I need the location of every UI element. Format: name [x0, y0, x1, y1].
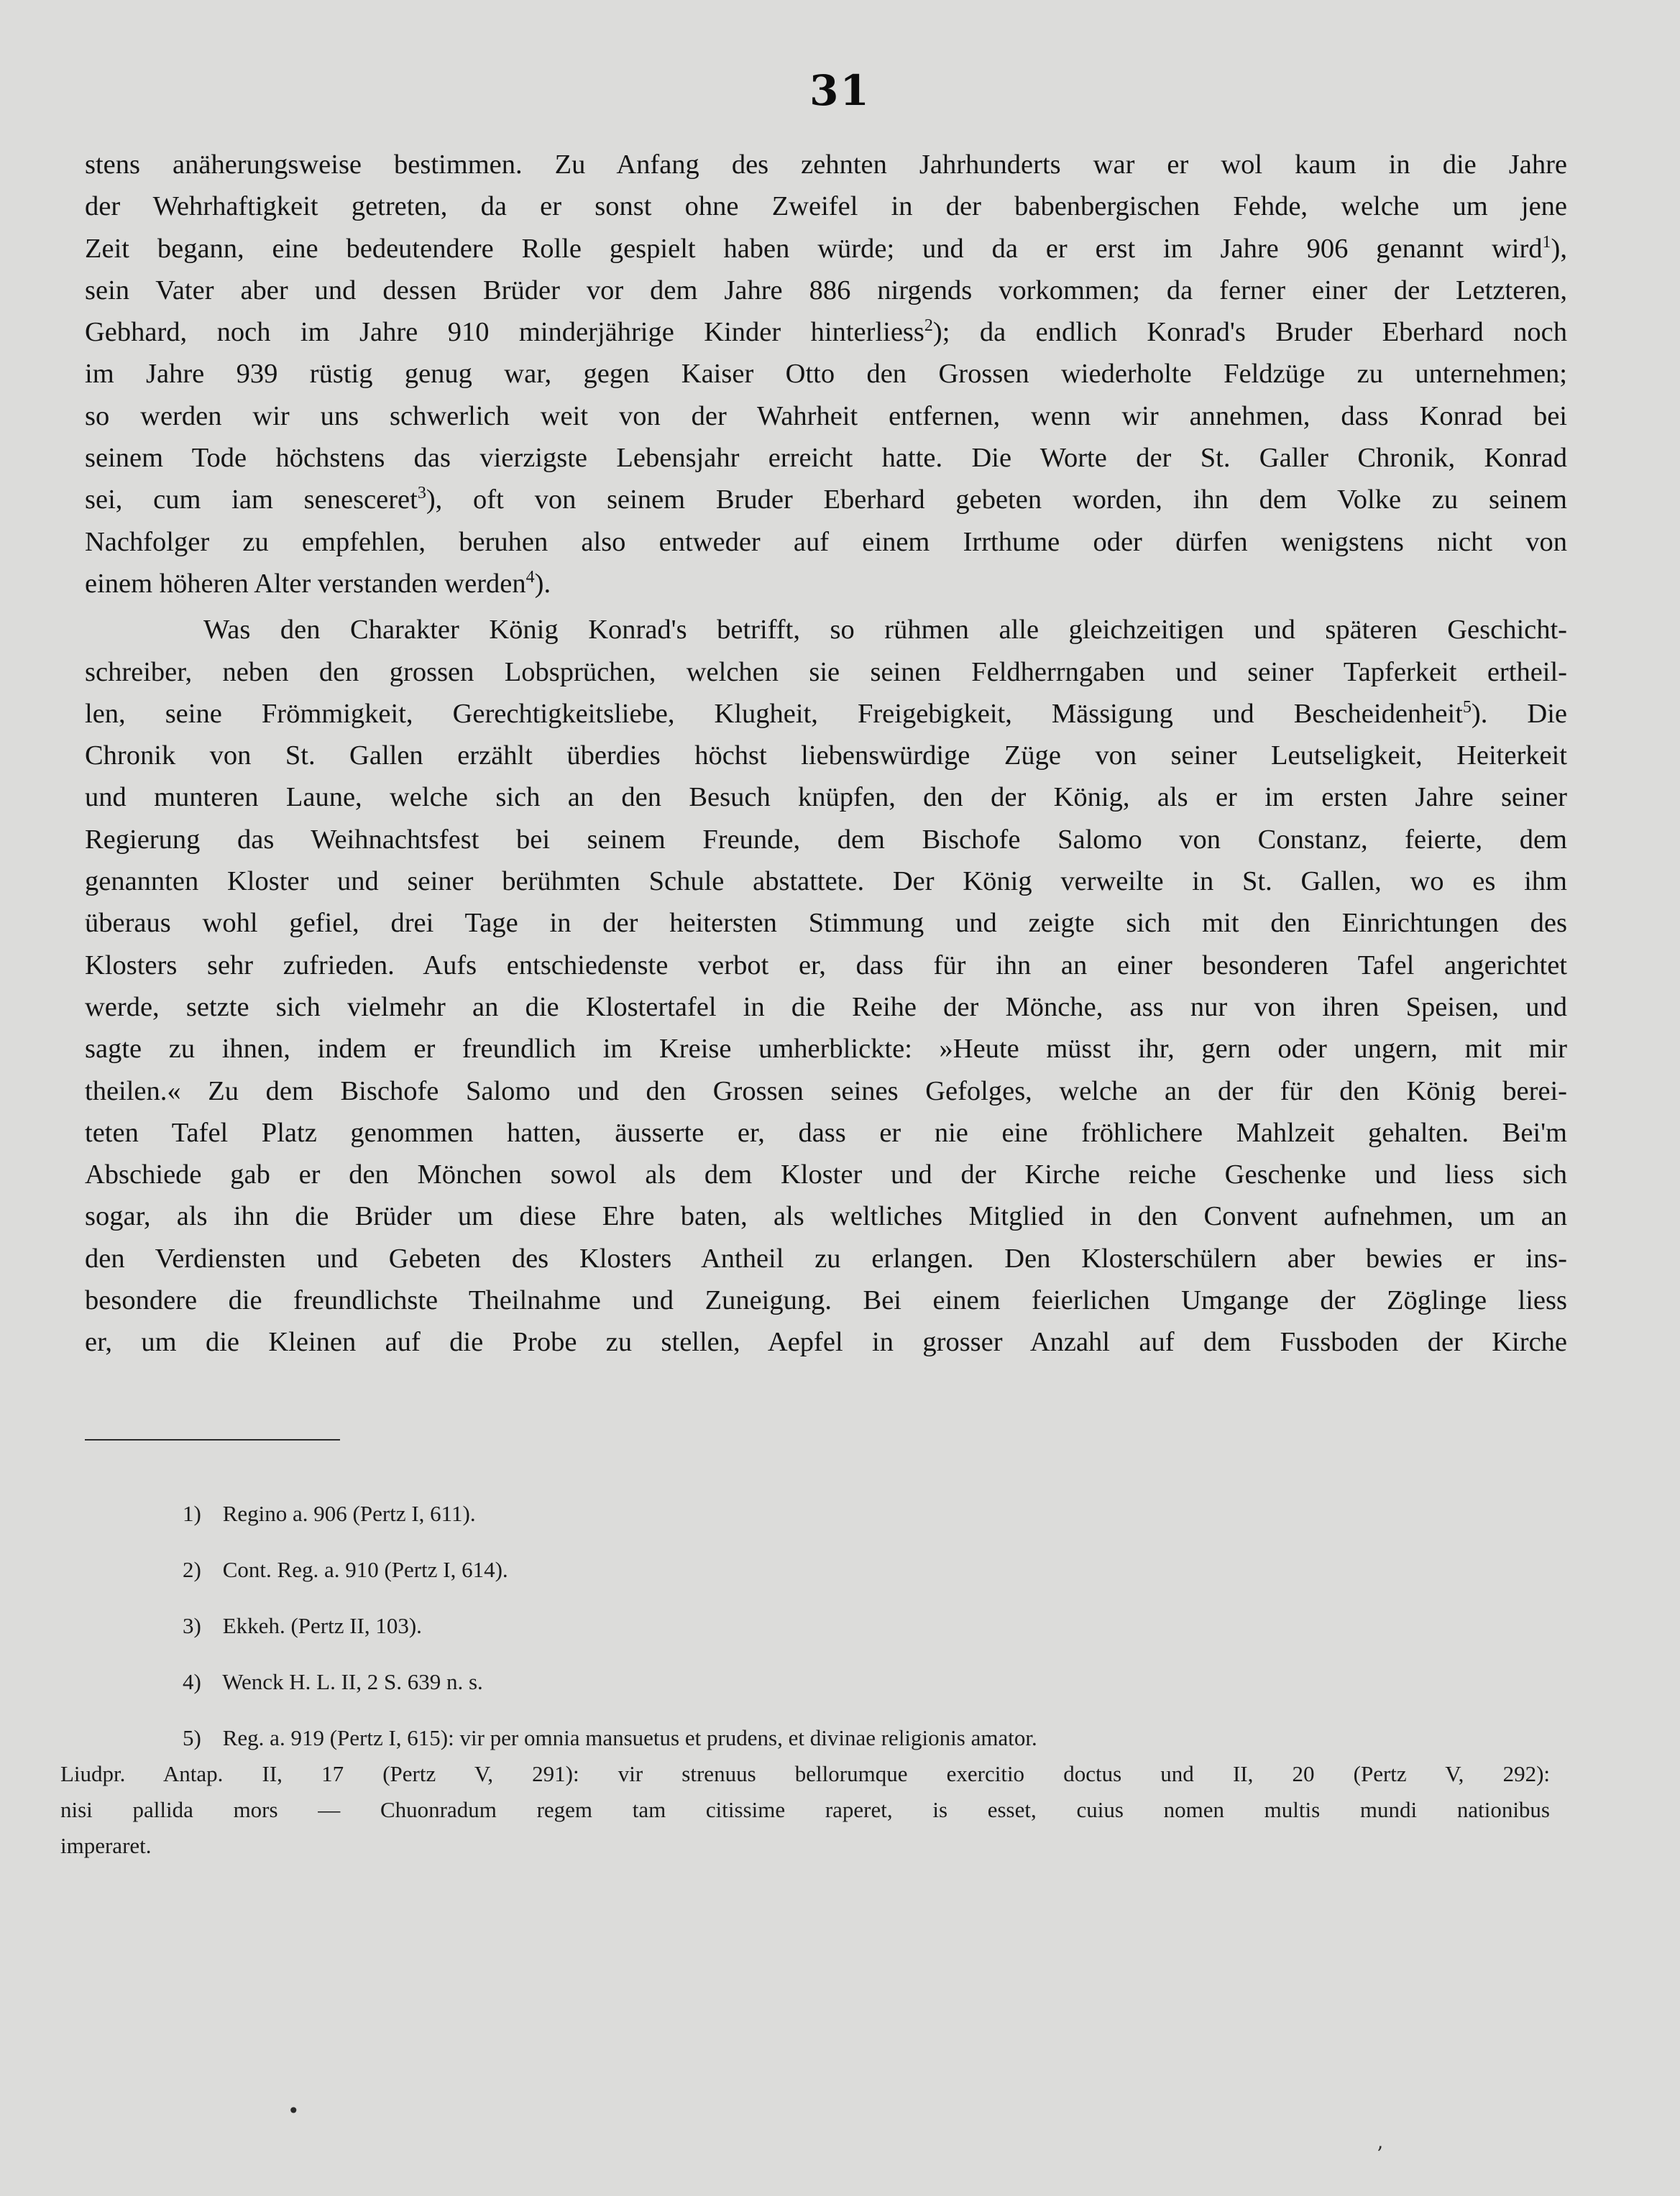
- text-segment: sei, cum iam senesceret: [85, 484, 418, 515]
- text-line: Klosters sehr zufrieden. Aufs entschiedenste verbot er, dass für ihn an einer besonderen Tafel angerichtet: [85, 950, 1567, 980]
- text-line: teten Tafel Platz genommen hatten, äusserte er, dass er nie eine fröhlichere Mahlzeit gehalten. Bei'm: [85, 1117, 1567, 1148]
- text-line: den Verdiensten und Gebeten des Klosters Antheil zu erlangen. Den Klosterschülern aber bewies er ins-: [85, 1243, 1567, 1274]
- footnote-number: 1): [183, 1501, 201, 1526]
- text-line: besondere die freundlichste Theilnahme und Zuneigung. Bei einem feierlichen Umgange der Zöglinge liess: [85, 1285, 1567, 1316]
- text-line: Chronik von St. Gallen erzählt überdies höchst liebenswürdige Züge von seiner Leutseligkeit, Heiterkeit: [85, 740, 1567, 771]
- text-line: genannten Kloster und seiner berühmten Schule abstattete. Der König verweilte in St. Gallen, wo es ihm: [85, 866, 1567, 897]
- text-segment: einem höheren Alter verstanden werden: [85, 568, 526, 599]
- text-line-with-ref: [85, 311, 1567, 353]
- text-line-with-ref: [85, 563, 1567, 605]
- text-line: seinem Tode höchstens das vierzigste Lebensjahr erreicht hatte. Die Worte der St. Galler Chronik, Konrad: [85, 443, 1567, 474]
- footnote-5: [183, 1725, 1037, 1751]
- footnote-text: Regino a. 906 (Pertz I, 611).: [222, 1501, 476, 1526]
- footnote-number: 5): [183, 1725, 201, 1750]
- text-line: werde, setzte sich vielmehr an die Klostertafel in die Reihe der Mönche, ass nur von ihren Speisen, und: [85, 991, 1567, 1022]
- text-line: Regierung das Weihnachtsfest bei seinem Freunde, dem Bischofe Salomo von Constanz, feierte, dem: [85, 824, 1567, 855]
- footnote-5-continuation: nisi pallida mors — Chuonradum regem tam citissime raperet, is esset, cuius nomen multis mundi nationibus: [60, 1797, 1550, 1822]
- text-segment: Gebhard, noch im Jahre 910 minderjährige Kinder hinterliess: [85, 317, 924, 348]
- text-line-with-ref: [85, 693, 1567, 735]
- footnote-number: 2): [183, 1557, 201, 1582]
- footnote-text: Cont. Reg. a. 910 (Pertz I, 614).: [222, 1557, 508, 1582]
- footnote-text: Reg. a. 919 (Pertz I, 615): vir per omnia mansuetus et prudens, et divinae religionis amator.: [222, 1725, 1037, 1750]
- page-number: 31: [809, 66, 871, 115]
- footnote-1: [183, 1501, 476, 1527]
- footnote-3: [183, 1613, 422, 1639]
- text-line: im Jahre 939 rüstig genug war, gegen Kaiser Otto den Grossen wiederholte Feldzüge zu unternehmen;: [85, 359, 1567, 390]
- text-segment: ).: [534, 568, 551, 599]
- text-line: er, um die Kleinen auf die Probe zu stellen, Aepfel in grosser Anzahl auf dem Fussboden der Kirche: [85, 1327, 1567, 1358]
- text-segment: ); da endlich Konrad's Bruder Eberhard noch: [932, 317, 1567, 348]
- footnote-text: Wenck H. L. II, 2 S. 639 n. s.: [222, 1669, 483, 1694]
- text-line: Nachfolger zu empfehlen, beruhen also entweder auf einem Irrthume oder dürfen wenigstens nicht von: [85, 526, 1567, 557]
- footnote-ref: 2: [924, 316, 933, 336]
- footnote-5-continuation: imperaret.: [60, 1833, 152, 1858]
- text-segment: ), oft von seinem Bruder Eberhard gebeten worden, ihn dem Volke zu seinem: [426, 484, 1567, 515]
- text-line: überaus wohl gefiel, drei Tage in der heitersten Stimmung und zeigte sich mit den Einrichtungen des: [85, 908, 1567, 939]
- text-line-with-ref: [85, 228, 1567, 270]
- footnote-5-continuation: Liudpr. Antap. II, 17 (Pertz V, 291): vir strenuus bellorumque exercitio doctus und II, 20 (Pertz V, 292):: [60, 1761, 1550, 1786]
- ink-speck: ’: [1377, 2142, 1383, 2166]
- footnote-ref: 4: [525, 567, 535, 587]
- footnote-ref: 5: [1462, 697, 1472, 717]
- paragraph-start-line: Was den Charakter König Konrad's betrifft, so rühmen alle gleichzeitigen und späteren Geschicht-: [203, 615, 1567, 646]
- text-line: theilen.« Zu dem Bischofe Salomo und den Grossen seines Gefolges, welche an der für den König berei-: [85, 1075, 1567, 1106]
- main-text-body: [85, 144, 1567, 1364]
- text-segment: Zeit begann, eine bedeutendere Rolle gespielt haben würde; und da er erst im Jahre 906 genannt wird: [85, 233, 1543, 264]
- footnote-separator-rule: [85, 1439, 340, 1441]
- footnote-4: [183, 1669, 483, 1695]
- footnote-number: 3): [183, 1613, 201, 1638]
- footnote-number: 4): [183, 1669, 201, 1694]
- text-line: der Wehrhaftigkeit getreten, da er sonst ohne Zweifel in der babenbergischen Fehde, welche um jene: [85, 191, 1567, 222]
- text-line-with-ref: [85, 479, 1567, 520]
- text-segment: ). Die: [1471, 698, 1567, 729]
- text-line: stens anäherungsweise bestimmen. Zu Anfang des zehnten Jahrhunderts war er wol kaum in die Jahre: [85, 150, 1567, 180]
- text-line: sagte zu ihnen, indem er freundlich im Kreise umherblickte: »Heute müsst ihr, gern oder ungern, mit mir: [85, 1034, 1567, 1065]
- footnote-ref: 3: [417, 484, 426, 503]
- text-segment: len, seine Frömmigkeit, Gerechtigkeitsliebe, Klugheit, Freigebigkeit, Mässigung und Bescheidenheit: [85, 698, 1463, 729]
- text-line: so werden wir uns schwerlich weit von der Wahrheit entfernen, wenn wir annehmen, dass Konrad bei: [85, 400, 1567, 431]
- text-line: sein Vater aber und dessen Brüder vor dem Jahre 886 nirgends vorkommen; da ferner einer der Letzteren,: [85, 275, 1567, 305]
- text-line: Abschiede gab er den Mönchen sowol als dem Kloster und der Kirche reiche Geschenke und liess sich: [85, 1159, 1567, 1190]
- footnote-ref: 1: [1542, 232, 1551, 252]
- ink-speck: •: [288, 2099, 300, 2123]
- text-segment: ),: [1551, 233, 1567, 264]
- text-line: sogar, als ihn die Brüder um diese Ehre baten, als weltliches Mitglied in den Convent aufnehmen, um an: [85, 1201, 1567, 1232]
- footnote-2: [183, 1557, 508, 1583]
- text-line: und munteren Laune, welche sich an den Besuch knüpfen, den der König, als er im ersten Jahre seiner: [85, 782, 1567, 813]
- footnote-text: Ekkeh. (Pertz II, 103).: [222, 1613, 422, 1638]
- text-line: schreiber, neben den grossen Lobsprüchen, welchen sie seinen Feldherrngaben und seiner Tapferkeit ertheil-: [85, 656, 1567, 687]
